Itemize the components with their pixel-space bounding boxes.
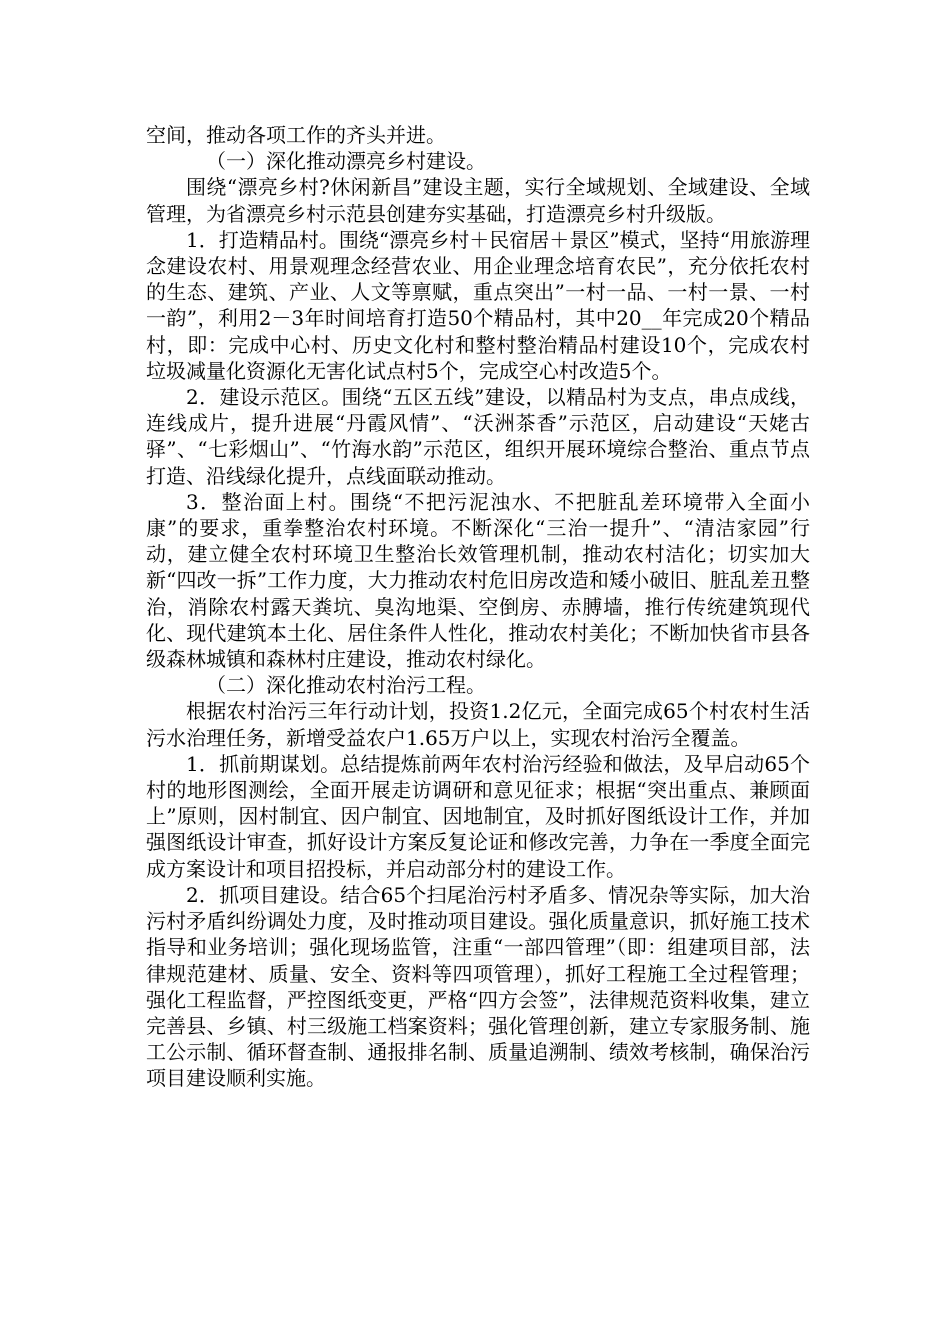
section-heading-2: （二）深化推动农村治污工程。 (206, 673, 486, 698)
paragraph: 2．建设示范区。围绕“五区五线”建设，以精品村为支点，串点成线，连线成片，提升进展“丹霞风情”、“沃洲茶香”示范区，启动建设“天姥古驿”、“七彩烟山”、“竹海水韵”示范区，组织开展环境综合整治、重点节点打造、沿线绿化提升，点线面联动推动。 (146, 385, 810, 488)
paragraph: 1．抓前期谋划。总结提炼前两年农村治污经验和做法，及早启动65个村的地形图测绘，全面开展走访调研和意见征求；根据“突出重点、兼顾面上”原则，因村制宜、因户制宜、因地制宜，及时抓好图纸设计工作，并加强图纸设计审查，抓好设计方案反复论证和修改完善，力争在一季度全面完成方案设计和项目招投标，并启动部分村的建设工作。 (146, 751, 810, 881)
paragraph-continuation: 空间，推动各项工作的齐头并进。 (146, 123, 446, 147)
paragraph: 2．抓项目建设。结合65个扫尾治污村矛盾多、情况杂等实际，加大治污村矛盾纠纷调处力度，及时推动项目建设。强化质量意识，抓好施工技术指导和业务培训；强化现场监管，注重“一部四管理”（即：组建项目部，法律规范建材、质量、安全、资料等四项管理），抓好工程施工全过程管理；强化工程监督，严控图纸变更，严格“四方会签”，法律规范资料收集，建立完善县、乡镇、村三级施工档案资料；强化管理创新，建立专家服务制、施工公示制、循环督查制、通报排名制、质量追溯制、绩效考核制，确保治污项目建设顺利实施。 (146, 882, 810, 1091)
paragraph: 围绕“漂亮乡村?休闲新昌”建设主题，实行全域规划、全域建设、全域管理，为省漂亮乡村示范县创建夯实基础，打造漂亮乡村升级版。 (146, 175, 810, 226)
paragraph: 1．打造精品村。围绕“漂亮乡村＋民宿居＋景区”模式，坚持“用旅游理念建设农村、用景观理念经营农业、用企业理念培育农民”，充分依托农村的生态、建筑、产业、人文等禀赋，重点突出”一村一品、一村一景、一村一韵”，利用2－3年时间培育打造50个精品村，其中20__年完成20个精品村，即：完成中心村、历史文化村和整村整治精品村建设10个，完成农村垃圾减量化资源化无害化试点村5个，完成空心村改造5个。 (146, 227, 810, 383)
section-heading-1: （一）深化推动漂亮乡村建设。 (206, 149, 486, 174)
paragraph: 根据农村治污三年行动计划，投资1.2亿元，全面完成65个村农村生活污水治理任务，新增受益农户1.65万户以上，实现农村治污全覆盖。 (146, 699, 810, 750)
paragraph: 3．整治面上村。围绕“不把污泥浊水、不把脏乱差环境带入全面小康”的要求，重拳整治农村环境。不断深化“三治一提升”、“清洁家园”行动，建立健全农村环境卫生整治长效管理机制，推动农村洁化；切实加大新“四改一拆”工作力度，大力推动农村危旧房改造和矮小破旧、脏乱差丑整治，消除农村露天粪坑、臭沟地渠、空倒房、赤膊墙，推行传统建筑现代化、现代建筑本土化、居住条件人性化，推动农村美化；不断加快省市县各级森林城镇和森林村庄建设，推动农村绿化。 (146, 489, 810, 672)
document-body (146, 122, 810, 1092)
